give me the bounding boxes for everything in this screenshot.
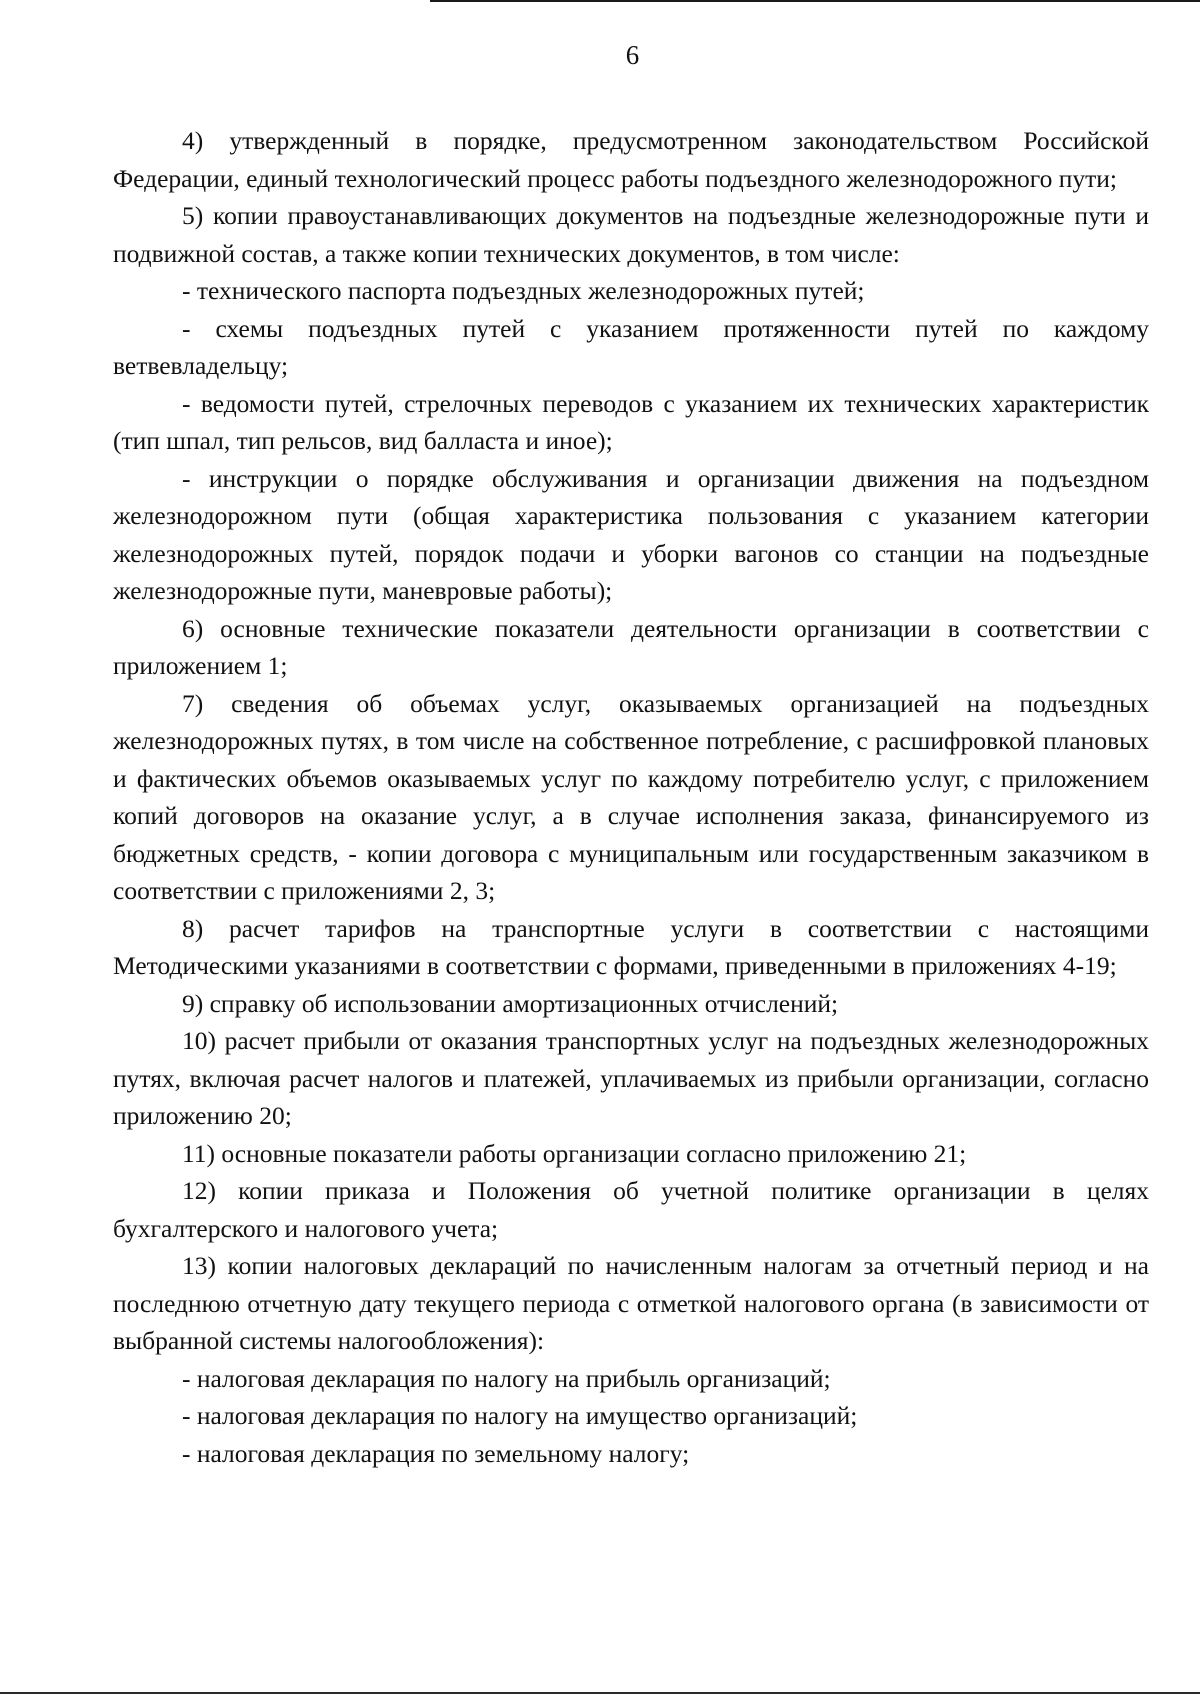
paragraph-item-11: 11) основные показатели работы организации согласно приложению 21; (182, 1138, 967, 1168)
paragraph-item-10: 10) расчет прибыли от оказания транспортных услуг на подъездных железнодорожных путях, включая расчет налогов и платежей, уплачиваемых из прибыли организации, согласно приложению 20; (113, 1026, 1149, 1130)
paragraph-land-tax-declaration: - налоговая декларация по земельному налогу; (182, 1438, 690, 1468)
paragraph-item-9: 9) справку об использовании амортизационных отчислений; (182, 988, 839, 1018)
bottom-edge-line (0, 1692, 1200, 1694)
paragraph-profit-tax-declaration: - налоговая декларация по налогу на прибыль организаций; (182, 1363, 831, 1393)
paragraph-track-schemes: - схемы подъездных путей с указанием протяженности путей по каждому ветвевладельцу; (113, 313, 1149, 380)
paragraph-item-13: 13) копии налоговых деклараций по начисленным налогам за отчетный период и на последнюю отчетную дату текущего периода с отметкой налогового органа (в зависимости от выбранной системы налогообложения): (113, 1251, 1149, 1355)
document-body (113, 122, 1149, 1472)
paragraph-track-statements: - ведомости путей, стрелочных переводов с указанием их технических характеристик (тип шпал, тип рельсов, вид балласта и иное); (113, 388, 1149, 455)
paragraph-item-6: 6) основные технические показатели деятельности организации в соответствии с приложением 1; (113, 613, 1149, 680)
top-edge-line (430, 0, 1200, 2)
paragraph-item-4: 4) утвержденный в порядке, предусмотренном законодательством Российской Федерации, единый технологический процесс работы подъездного железнодорожного пути; (113, 126, 1149, 193)
page-number: 6 (625, 40, 640, 70)
paragraph-property-tax-declaration: - налоговая декларация по налогу на имущество организаций; (182, 1401, 858, 1430)
paragraph-item-7: 7) сведения об объемах услуг, оказываемых организацией на подъездных железнодорожных путях, в том числе на собственное потребление, с расшифровкой плановых и фактических объемов оказываемых услуг по каждому потребителю услуг, с приложением копий договоров на оказание услуг, а в случае исполнения заказа, финансируемого из бюджетных средств, - копии договора с муниципальным или государственным заказчиком в соответствии с приложениями 2, 3; (113, 688, 1149, 905)
paragraph-service-instructions: - инструкции о порядке обслуживания и организации движения на подъездном железнодорожном пути (общая характеристика пользования с указанием категории железнодорожных путей, порядок подачи и уборки вагонов со станции на подъездные железнодорожные пути, маневровые работы); (113, 463, 1149, 605)
paragraph-item-8: 8) расчет тарифов на транспортные услуги в соответствии с настоящими Методическими указаниями в соответствии с формами, приведенными в приложениях 4-19; (113, 913, 1149, 980)
paragraph-technical-passport: - технического паспорта подъездных железнодорожных путей; (182, 276, 865, 305)
paragraph-item-12: 12) копии приказа и Положения об учетной политике организации в целях бухгалтерского и налогового учета; (113, 1176, 1149, 1243)
paragraph-item-5: 5) копии правоустанавливающих документов на подъездные железнодорожные пути и подвижной состав, а также копии технических документов, в том числе: (113, 201, 1149, 268)
